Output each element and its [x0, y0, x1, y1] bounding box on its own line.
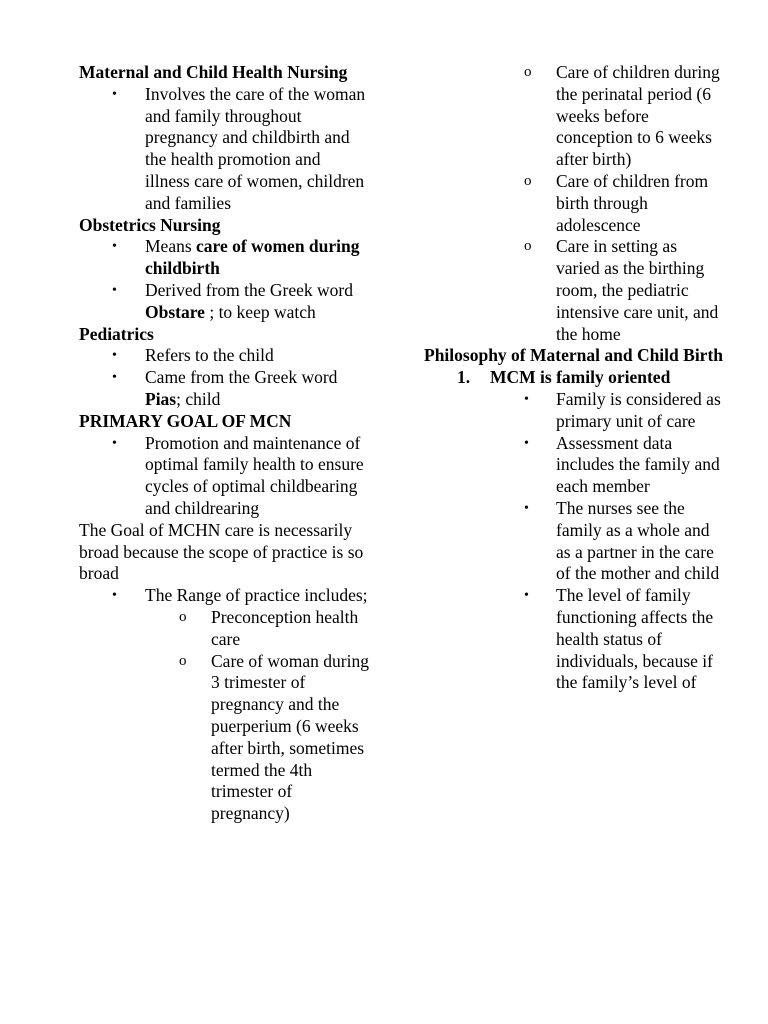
item-text-bold: Obstare [145, 301, 205, 322]
list-item [79, 345, 369, 367]
item-text-bold: Pias [145, 388, 177, 409]
item-text: ; child [176, 388, 221, 409]
bullet-icon: • [524, 391, 529, 407]
list-item [79, 651, 369, 825]
bullet-icon: • [524, 588, 529, 604]
list-item [79, 607, 369, 651]
list-range [79, 585, 369, 825]
list-item [79, 367, 369, 411]
bullet-icon: • [524, 500, 529, 516]
item-text: Care of children from birth through adolescence [556, 170, 709, 235]
item-text: Involves the care of the woman and family throughout pregnancy and childbirth and the health promotion and illness care of women, children and families [145, 83, 366, 213]
item-text: Family is considered as primary unit of care [556, 388, 721, 431]
item-text-bold: care of women during childbirth [145, 236, 360, 279]
item-text: Preconception health care [211, 606, 359, 649]
bullet-icon: • [112, 239, 117, 255]
bullet-icon: • [112, 588, 117, 604]
bullet-icon: • [112, 348, 117, 364]
list-family-oriented [424, 389, 724, 694]
list-item [79, 84, 369, 215]
paragraph-goal: The Goal of MCHN care is necessarily broad because the scope of practice is so broad [79, 519, 364, 584]
list-item [424, 62, 724, 171]
list-item [424, 433, 724, 498]
right-column [424, 62, 724, 694]
bullet-icon: • [112, 282, 117, 298]
list-item [424, 236, 724, 345]
item-text: ; to keep watch [204, 301, 316, 322]
heading-maternal-child-health-nursing: Maternal and Child Health Nursing [79, 62, 348, 82]
list-item [424, 585, 724, 694]
heading-obstetrics-nursing: Obstetrics Nursing [79, 214, 221, 235]
item-text: The Range of practice includes; [145, 585, 368, 606]
circle-bullet-icon: o [179, 608, 187, 625]
numbered-item [424, 367, 724, 389]
item-text: The level of family functioning affects the health status of individuals, because if the family’s level of [556, 585, 714, 693]
item-text: Derived from the Greek word [145, 279, 353, 300]
heading-philosophy: Philosophy of Maternal and Child Birth [424, 345, 724, 366]
heading-pediatrics: Pediatrics [79, 323, 154, 344]
list-pediatrics [79, 345, 369, 410]
bullet-icon: • [112, 370, 117, 386]
item-number: 1. [457, 367, 471, 388]
bullet-icon: • [112, 435, 117, 451]
list-obstetrics [79, 236, 369, 323]
list-item [79, 433, 369, 520]
item-text: The nurses see the family as a whole and as a partner in the care of the mother and child [556, 497, 720, 584]
bullet-icon: • [524, 435, 529, 451]
circle-bullet-icon: o [524, 238, 532, 255]
heading-primary-goal: PRIMARY GOAL OF MCN [79, 410, 292, 431]
item-text: Came from the Greek word [145, 367, 338, 388]
list-item [79, 585, 369, 607]
item-text: Promotion and maintenance of optimal family health to ensure cycles of optimal childbearing and childrearing [145, 432, 364, 518]
item-text: Means [145, 236, 197, 257]
left-column [79, 62, 369, 825]
item-text: Care of children during the perinatal period (6 weeks before conception to 6 weeks after birth) [556, 62, 720, 170]
list-primary-goal [79, 433, 369, 520]
list-range-continued [424, 62, 724, 345]
list-mchn [79, 84, 369, 215]
list-item [79, 280, 369, 324]
circle-bullet-icon: o [524, 64, 532, 80]
list-item [424, 498, 724, 585]
item-text: Care in setting as varied as the birthing room, the pediatric intensive care unit, and the home [556, 236, 719, 344]
item-text: Care of woman during 3 trimester of pregnancy and the puerperium (6 weeks after birth, sometimes termed the 4th trimester of pregnancy) [211, 650, 369, 824]
item-text: Refers to the child [145, 345, 274, 366]
circle-bullet-icon: o [179, 652, 187, 669]
list-item [424, 171, 724, 236]
list-item [424, 389, 724, 433]
list-item [79, 236, 369, 280]
item-text: Assessment data includes the family and each member [556, 432, 720, 497]
numbered-list-philosophy [424, 367, 724, 389]
item-title: MCM is family oriented [490, 367, 671, 388]
bullet-icon: • [112, 86, 117, 102]
circle-bullet-icon: o [524, 172, 532, 189]
